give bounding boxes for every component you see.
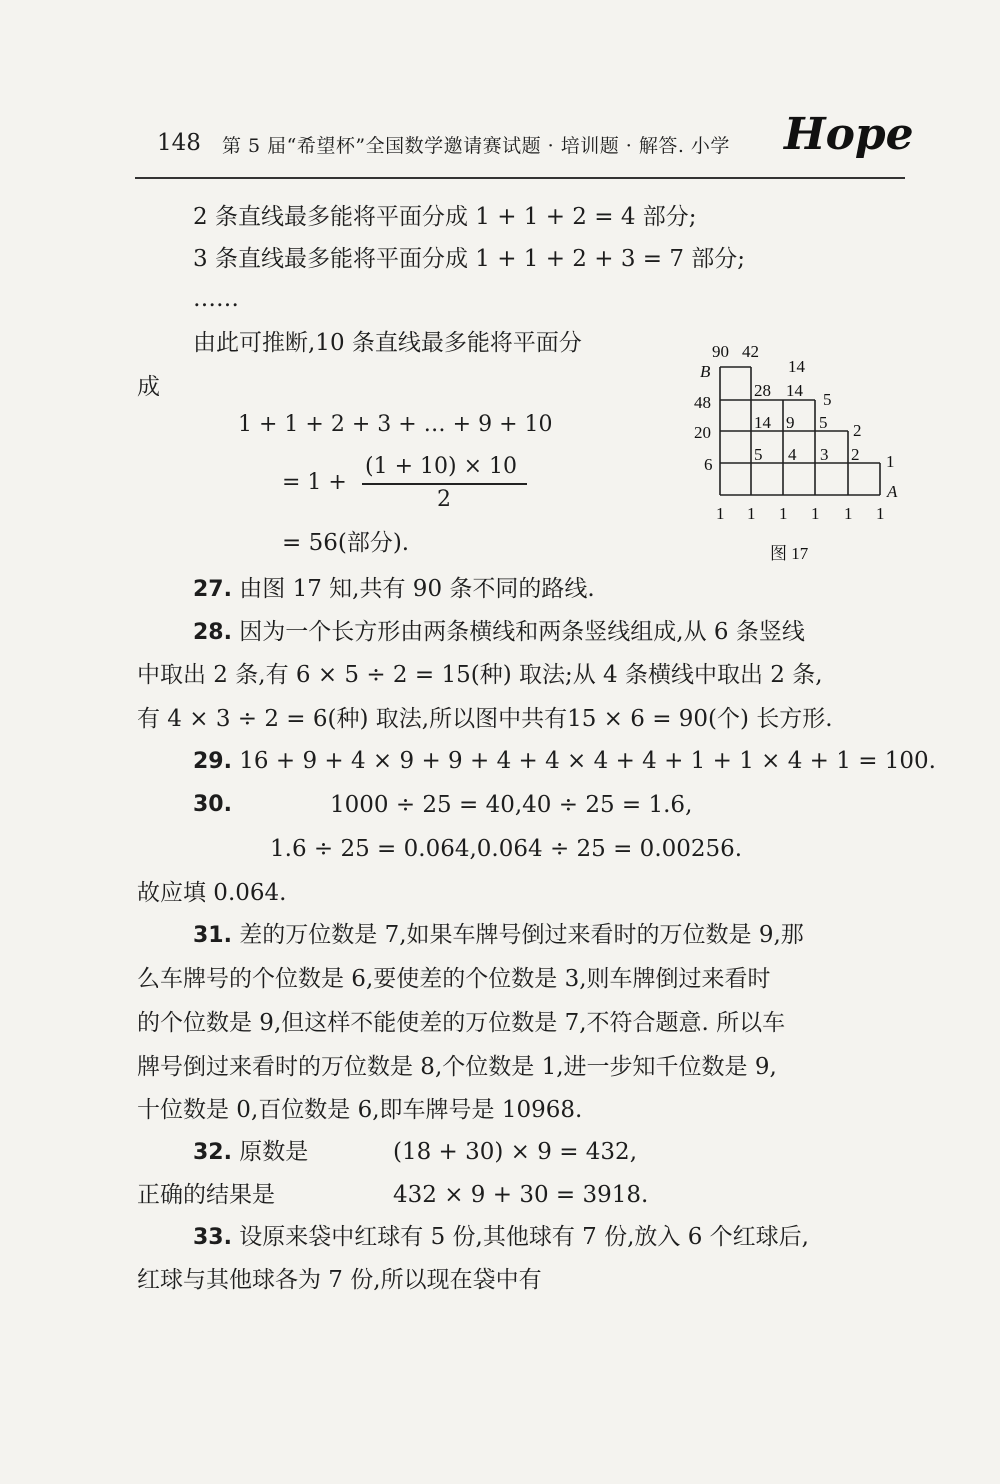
label-right-5: 5 <box>823 390 832 409</box>
label-top-14: 14 <box>788 357 805 376</box>
label-left-20: 20 <box>694 423 711 442</box>
q31-line4: 牌号倒过来看时的万位数是 8,个位数是 1,进一步知千位数是 9, <box>137 1054 777 1080</box>
q33-text-a: 设原来袋中红球有 5 份,其他球有 7 份,放入 6 个红球后, <box>239 1224 809 1250</box>
cell-28: 28 <box>754 381 771 400</box>
cell-2: 2 <box>851 445 860 464</box>
fraction-prefix: = 1 + <box>282 470 347 495</box>
q28-text-a: 因为一个长方形由两条横线和两条竖线组成,从 6 条竖线 <box>239 619 805 645</box>
fraction-bar <box>362 483 527 485</box>
inference-line: 由此可推断,10 条直线最多能将平面分 <box>193 330 582 356</box>
label-bottom-1e: 1 <box>844 504 853 523</box>
header-rule <box>135 177 905 179</box>
q32-number: 32. <box>193 1140 232 1165</box>
q30-number: 30. <box>193 792 232 817</box>
sum-result: = 56(部分). <box>282 530 410 556</box>
ellipsis-line: …… <box>193 286 239 312</box>
svg-text:Hope: Hope <box>784 109 912 160</box>
label-top-90: 90 <box>712 342 729 361</box>
cell-9: 9 <box>786 413 795 432</box>
cell-5b: 5 <box>754 445 763 464</box>
label-bottom-1c: 1 <box>779 504 788 523</box>
fraction-denominator: 2 <box>437 487 451 512</box>
q30-line1: 1000 ÷ 25 = 40,40 ÷ 25 = 1.6, <box>330 792 693 818</box>
sum-equation: 1 + 1 + 2 + 3 + … + 9 + 10 <box>238 412 553 437</box>
page-number: 148 <box>157 130 201 156</box>
inference-line-end: 成 <box>137 374 160 400</box>
running-title: 第 5 届“希望杯”全国数学邀请赛试题 · 培训题 · 解答. 小学 <box>222 135 730 157</box>
q28-line3: 有 4 × 3 ÷ 2 = 6(种) 取法,所以图中共有15 × 6 = 90(个) 长方形. <box>137 706 833 732</box>
label-right-1: 1 <box>886 452 895 471</box>
label-right-2: 2 <box>853 421 862 440</box>
q29 <box>193 746 936 777</box>
q28-line1 <box>193 617 805 648</box>
q28-number: 28. <box>193 620 232 645</box>
cell-5a: 5 <box>819 413 828 432</box>
cell-14a: 14 <box>786 381 803 400</box>
label-bottom-1d: 1 <box>811 504 820 523</box>
line-two-lines: 2 条直线最多能将平面分成 1 + 1 + 2 = 4 部分; <box>193 204 697 230</box>
q33-line2: 红球与其他球各为 7 份,所以现在袋中有 <box>137 1267 542 1293</box>
q33-line1 <box>193 1222 809 1253</box>
q28-line2: 中取出 2 条,有 6 × 5 ÷ 2 = 15(种) 取法;从 4 条横线中取出 2 条, <box>137 662 823 688</box>
point-b: B <box>700 362 711 381</box>
q29-text: 16 + 9 + 4 × 9 + 9 + 4 + 4 × 4 + 4 + 1 + 1 × 4 + 1 = 100. <box>239 748 936 774</box>
label-left-6: 6 <box>704 455 713 474</box>
q27-text: 由图 17 知,共有 90 条不同的路线. <box>239 576 595 602</box>
q29-number: 29. <box>193 749 232 774</box>
label-bottom-1a: 1 <box>716 504 725 523</box>
q32-expr-a: (18 + 30) × 9 = 432, <box>393 1139 638 1165</box>
cell-3: 3 <box>820 445 829 464</box>
q31-line2: 么车牌号的个位数是 6,要使差的个位数是 3,则车牌倒过来看时 <box>137 966 771 992</box>
q32-line1 <box>193 1137 308 1168</box>
q31-number: 31. <box>193 923 232 948</box>
label-bottom-1b: 1 <box>747 504 756 523</box>
point-a: A <box>887 482 898 501</box>
figure-caption: 图 17 <box>770 544 809 563</box>
q30-line2: 1.6 ÷ 25 = 0.064,0.064 ÷ 25 = 0.00256. <box>270 836 743 862</box>
hope-logo <box>782 105 912 160</box>
q32-expr-b: 432 × 9 + 30 = 3918. <box>393 1182 649 1208</box>
q30-line3: 故应填 0.064. <box>137 880 287 906</box>
figure-17 <box>690 335 905 570</box>
q27 <box>193 574 595 605</box>
cell-4: 4 <box>788 445 797 464</box>
label-bottom-1f: 1 <box>876 504 885 523</box>
q31-line1 <box>193 920 804 951</box>
line-three-lines: 3 条直线最多能将平面分成 1 + 1 + 2 + 3 = 7 部分; <box>193 246 746 272</box>
q32-label-a: 原数是 <box>239 1139 309 1165</box>
label-left-48: 48 <box>694 393 711 412</box>
label-top-42: 42 <box>742 342 759 361</box>
q33-number: 33. <box>193 1225 232 1250</box>
fraction-numerator: (1 + 10) × 10 <box>365 454 517 479</box>
cell-14b: 14 <box>754 413 771 432</box>
q31-line5: 十位数是 0,百位数是 6,即车牌号是 10968. <box>137 1097 583 1123</box>
q27-number: 27. <box>193 577 232 602</box>
q31-line3: 的个位数是 9,但这样不能使差的万位数是 7,不符合题意. 所以车 <box>137 1010 786 1036</box>
q32-label-b: 正确的结果是 <box>137 1182 275 1208</box>
q31-text-a: 差的万位数是 7,如果车牌号倒过来看时的万位数是 9,那 <box>239 922 804 948</box>
